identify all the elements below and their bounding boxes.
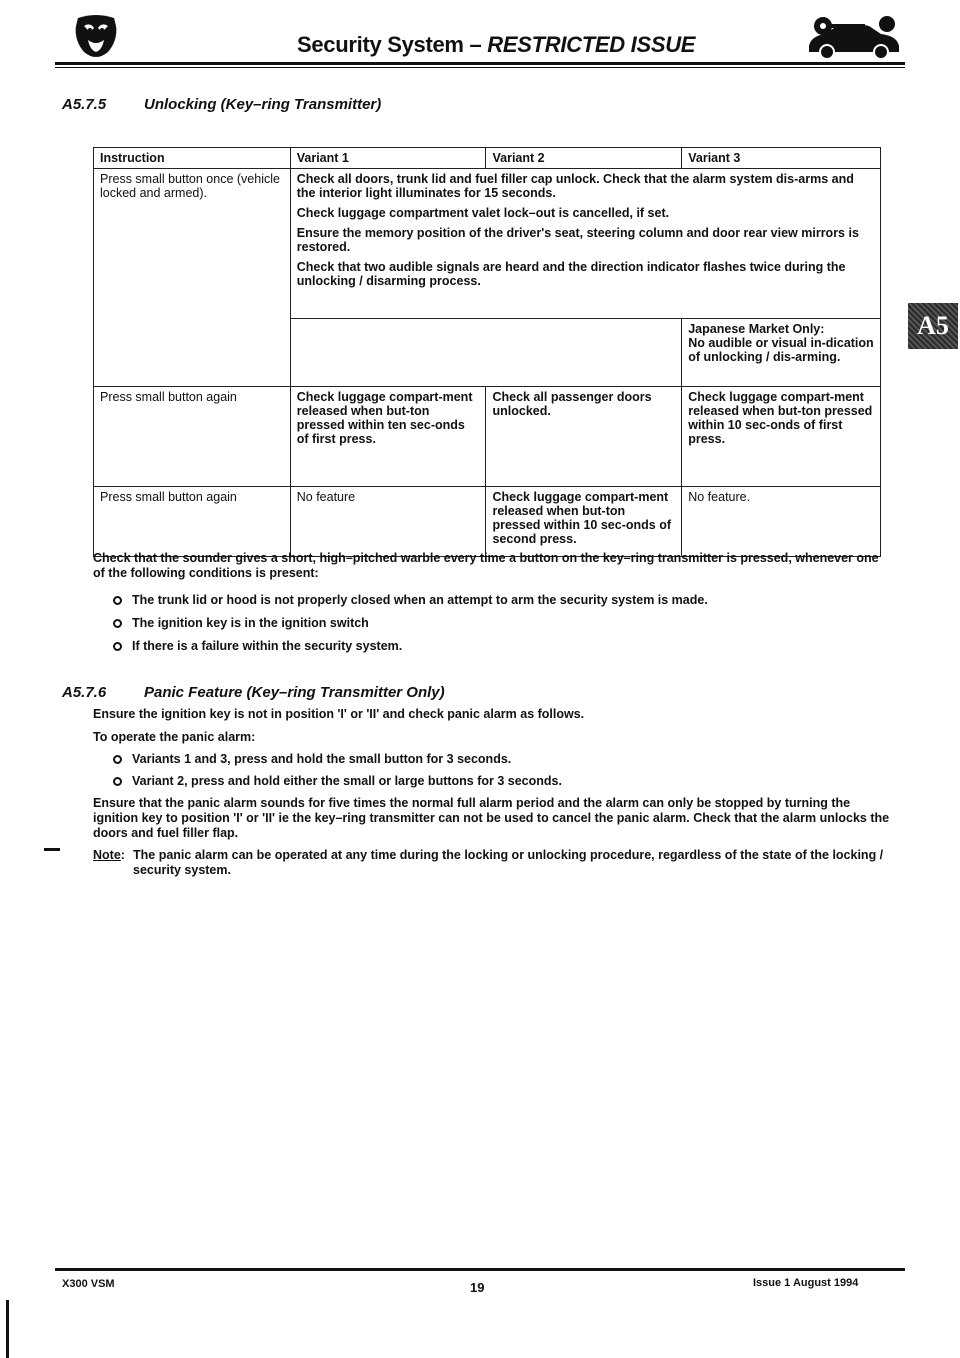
bullet-icon bbox=[113, 777, 122, 786]
japan-market-text: No audible or visual in-dication of unlocking / dis-arming. bbox=[688, 336, 874, 364]
list-item: If there is a failure within the security system. bbox=[113, 639, 402, 653]
list-item: The trunk lid or hood is not properly closed when an attempt to arm the security system is made. bbox=[113, 593, 708, 607]
panic-paragraph: Ensure the ignition key is not in position 'I' or 'II' and check panic alarm as follows. bbox=[93, 707, 585, 721]
table-row bbox=[94, 169, 881, 319]
column-header: Variant 2 bbox=[486, 148, 682, 169]
section-tab: A5 bbox=[908, 303, 958, 349]
unlocking-table bbox=[93, 147, 881, 557]
sounder-intro: Check that the sounder gives a short, high–pitched warble every time a button on the key–ring transmitter is pressed, whenever one of the following conditions is present: bbox=[93, 551, 879, 580]
table-cell: Press small button again bbox=[94, 387, 291, 487]
table-cell: No feature bbox=[290, 487, 486, 557]
note: Note: The panic alarm can be operated at any time during the locking or unlocking procedure, regardless of the state of the locking / security system. bbox=[93, 848, 893, 878]
header-rule-thin bbox=[55, 67, 905, 68]
panic-paragraph: Ensure that the panic alarm sounds for five times the normal full alarm period and the alarm can only be stopped by turning the ignition key to position 'I' or 'II' ie the key–ring transmitter can not be used to cancel the panic alarm. Check that the alarm unlocks the doors and fuel filler flap. bbox=[93, 796, 890, 840]
table-cell: Press small button again bbox=[94, 487, 291, 557]
note-text: The panic alarm can be operated at any time during the locking or unlocking procedure, regardless of the state of the locking / security system. bbox=[133, 848, 884, 877]
bullet-icon bbox=[113, 596, 122, 605]
footer-issue: Issue 1 August 1994 bbox=[753, 1277, 859, 1289]
note-label: Note bbox=[93, 848, 121, 862]
table-cell: Check luggage compart-ment released when but-ton pressed within 10 sec-onds of second press. bbox=[486, 487, 682, 557]
bullet-icon bbox=[113, 619, 122, 628]
list-item: The ignition key is in the ignition switch bbox=[113, 616, 369, 630]
column-header: Instruction bbox=[94, 148, 291, 169]
cell-paragraph: Ensure the memory position of the driver's seat, steering column and door rear view mirrors is restored. bbox=[296, 226, 859, 254]
margin-mark bbox=[44, 848, 60, 851]
bullet-icon bbox=[113, 755, 122, 764]
cell-paragraph: Check all doors, trunk lid and fuel filler cap unlock. Check that the alarm system dis-arms and the interior light illuminates for 15 seconds. bbox=[296, 172, 854, 200]
panic-paragraph: To operate the panic alarm: bbox=[93, 730, 256, 744]
column-header: Variant 1 bbox=[290, 148, 486, 169]
table-cell bbox=[290, 169, 880, 319]
column-header: Variant 3 bbox=[682, 148, 881, 169]
cell-paragraph: Check that two audible signals are heard and the direction indicator flashes twice during the unlocking / disarming process. bbox=[296, 260, 846, 288]
car-with-key-icon bbox=[803, 14, 903, 60]
table-cell: Press small button once (vehicle locked and armed). bbox=[94, 169, 291, 387]
footer-rule bbox=[55, 1268, 905, 1271]
table-cell: No feature. bbox=[682, 487, 881, 557]
table-header-row bbox=[94, 148, 881, 169]
page-number: 19 bbox=[470, 1280, 485, 1295]
table-row bbox=[94, 387, 881, 487]
footer-doc-id: X300 VSM bbox=[62, 1278, 115, 1290]
list-item: Variants 1 and 3, press and hold the small button for 3 seconds. bbox=[113, 752, 511, 766]
list-item: Variant 2, press and hold either the small or large buttons for 3 seconds. bbox=[113, 774, 562, 788]
table-row bbox=[94, 487, 881, 557]
section-heading-panic: A5.7.6 Panic Feature (Key–ring Transmitter Only) bbox=[62, 684, 445, 701]
cell-paragraph: Check luggage compartment valet lock–out is cancelled, if set. bbox=[296, 206, 670, 220]
page-header bbox=[55, 8, 905, 70]
table-cell-empty bbox=[290, 319, 681, 387]
header-rule bbox=[55, 62, 905, 65]
table-cell: Check all passenger doors unlocked. bbox=[486, 387, 682, 487]
japan-market-label: Japanese Market Only: bbox=[688, 322, 825, 336]
table-cell-japan bbox=[682, 319, 881, 387]
section-heading-unlocking: A5.7.5 Unlocking (Key–ring Transmitter) bbox=[62, 96, 382, 113]
page-title: Security System – RESTRICTED ISSUE bbox=[297, 32, 696, 57]
jaguar-head-logo bbox=[72, 12, 120, 60]
table-cell: Check luggage compart-ment released when but-ton pressed within 10 sec-onds of first press. bbox=[682, 387, 881, 487]
page-edge bbox=[6, 1300, 9, 1358]
bullet-icon bbox=[113, 642, 122, 651]
table-cell: Check luggage compart-ment released when but-ton pressed within ten sec-onds of first press. bbox=[290, 387, 486, 487]
